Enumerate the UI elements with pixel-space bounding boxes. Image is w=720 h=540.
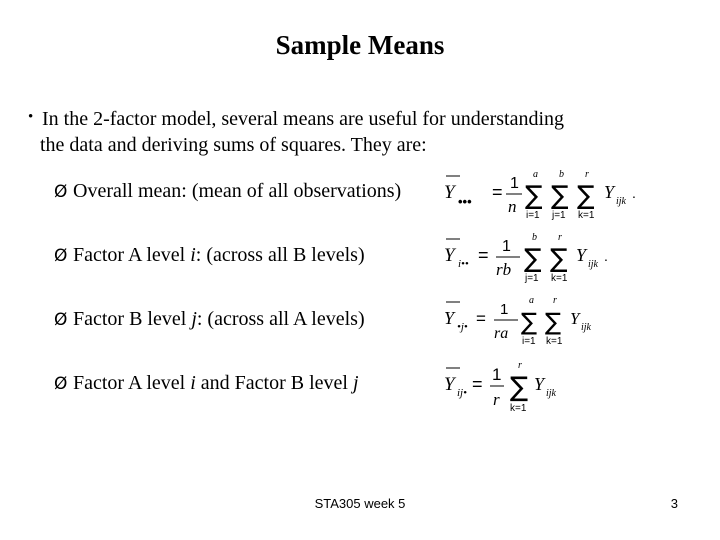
list-item-factor-b-mean bbox=[54, 308, 365, 331]
list-item-factor-a-mean bbox=[54, 244, 365, 267]
summand-subscript: ijk bbox=[546, 388, 556, 399]
item-label-suffix: : (across all B levels) bbox=[195, 244, 365, 266]
fraction-denominator: n bbox=[508, 197, 517, 216]
sum-lower-j: j=1 bbox=[525, 273, 539, 284]
formula-cell-mean bbox=[440, 358, 640, 418]
list-item-cell-mean bbox=[54, 372, 359, 395]
ybar-symbol: Y bbox=[444, 182, 455, 203]
ybar-symbol: Y bbox=[444, 308, 455, 328]
item-label-variable: i bbox=[190, 244, 196, 266]
sigma-icon: ∑ bbox=[545, 308, 562, 336]
formula-period: . bbox=[604, 248, 608, 264]
item-label-suffix: : (across all A levels) bbox=[196, 308, 365, 330]
formula-overall-mean bbox=[440, 168, 640, 224]
item-label-variable-2: j bbox=[352, 372, 359, 394]
summand-y: Y bbox=[604, 182, 615, 202]
formula-period: . bbox=[632, 185, 636, 201]
summand-y: Y bbox=[576, 245, 587, 265]
equals-sign: = bbox=[476, 309, 486, 328]
sum-lower-k: k=1 bbox=[510, 403, 527, 414]
ybar-subscript: i•• bbox=[458, 258, 469, 270]
item-label-prefix: Factor A level bbox=[73, 244, 191, 266]
equals-sign: = bbox=[472, 374, 483, 394]
equals-sign: = bbox=[478, 245, 489, 265]
sum-lower-i: i=1 bbox=[526, 210, 540, 221]
equals-sign: = bbox=[492, 182, 503, 202]
summand-y: Y bbox=[534, 374, 545, 394]
item-label-variable: j bbox=[191, 308, 197, 330]
sigma-icon: ∑ bbox=[510, 372, 529, 403]
item-label-variable: i bbox=[190, 372, 196, 394]
ybar-subscript: ij• bbox=[457, 387, 467, 399]
sum-upper-b: b bbox=[559, 169, 564, 180]
ybar-subscript: ••• bbox=[458, 194, 472, 209]
sum-upper-r: r bbox=[553, 295, 557, 306]
sigma-icon: ∑ bbox=[521, 308, 538, 336]
sum-lower-k: k=1 bbox=[546, 336, 563, 347]
arrow-bullet-icon: Ø bbox=[54, 310, 68, 330]
sum-lower-j: j=1 bbox=[552, 210, 566, 221]
arrow-bullet-icon: Ø bbox=[54, 246, 68, 266]
bullet-icon: • bbox=[28, 109, 34, 125]
arrow-bullet-icon: Ø bbox=[54, 374, 68, 394]
summand-y: Y bbox=[570, 309, 580, 328]
summand-subscript: ijk bbox=[588, 259, 598, 270]
ybar-symbol: Y bbox=[444, 374, 455, 395]
sum-upper-r: r bbox=[585, 169, 589, 180]
intro-line-2: the data and deriving sums of squares. They are: bbox=[40, 134, 427, 156]
summand-subscript: ijk bbox=[616, 196, 626, 207]
fraction-denominator: rb bbox=[496, 260, 512, 279]
fraction-numerator: 1 bbox=[500, 301, 509, 318]
item-label-prefix: Factor A level bbox=[73, 372, 191, 394]
intro-line-1: In the 2-factor model, several means are useful for understanding bbox=[42, 108, 565, 130]
sum-lower-k: k=1 bbox=[551, 273, 568, 284]
slide-title: Sample Means bbox=[275, 30, 445, 60]
fraction-denominator: r bbox=[493, 390, 500, 409]
item-label: Overall mean: (mean of all observations) bbox=[73, 180, 402, 202]
sum-upper-b: b bbox=[532, 232, 537, 243]
fraction-numerator: 1 bbox=[510, 175, 519, 192]
list-item-overall-mean bbox=[54, 180, 401, 203]
sum-upper-a: a bbox=[533, 169, 538, 180]
sum-upper-r: r bbox=[518, 360, 522, 371]
ybar-symbol: Y bbox=[444, 245, 455, 266]
sigma-icon: ∑ bbox=[551, 181, 569, 211]
ybar-subscript: •j• bbox=[457, 321, 468, 333]
formula-factor-b-mean bbox=[440, 294, 640, 350]
sum-lower-i: i=1 bbox=[522, 336, 536, 347]
slide-footer: STA305 week 5 bbox=[314, 496, 406, 511]
sigma-icon: ∑ bbox=[524, 244, 542, 274]
sum-upper-a: a bbox=[529, 295, 534, 306]
summand-subscript: ijk bbox=[581, 322, 591, 333]
sigma-icon: ∑ bbox=[577, 181, 595, 211]
fraction-numerator: 1 bbox=[492, 365, 502, 384]
sum-lower-k: k=1 bbox=[578, 210, 595, 221]
item-label-prefix: Factor B level bbox=[73, 308, 192, 330]
sum-upper-r: r bbox=[558, 232, 562, 243]
sigma-icon: ∑ bbox=[550, 244, 568, 274]
fraction-numerator: 1 bbox=[502, 238, 511, 255]
page-number: 3 bbox=[670, 496, 678, 511]
item-label-middle: and Factor B level bbox=[195, 372, 353, 394]
arrow-bullet-icon: Ø bbox=[54, 182, 68, 202]
formula-factor-a-mean bbox=[440, 231, 640, 287]
fraction-denominator: ra bbox=[494, 325, 509, 342]
sigma-icon: ∑ bbox=[525, 181, 543, 211]
